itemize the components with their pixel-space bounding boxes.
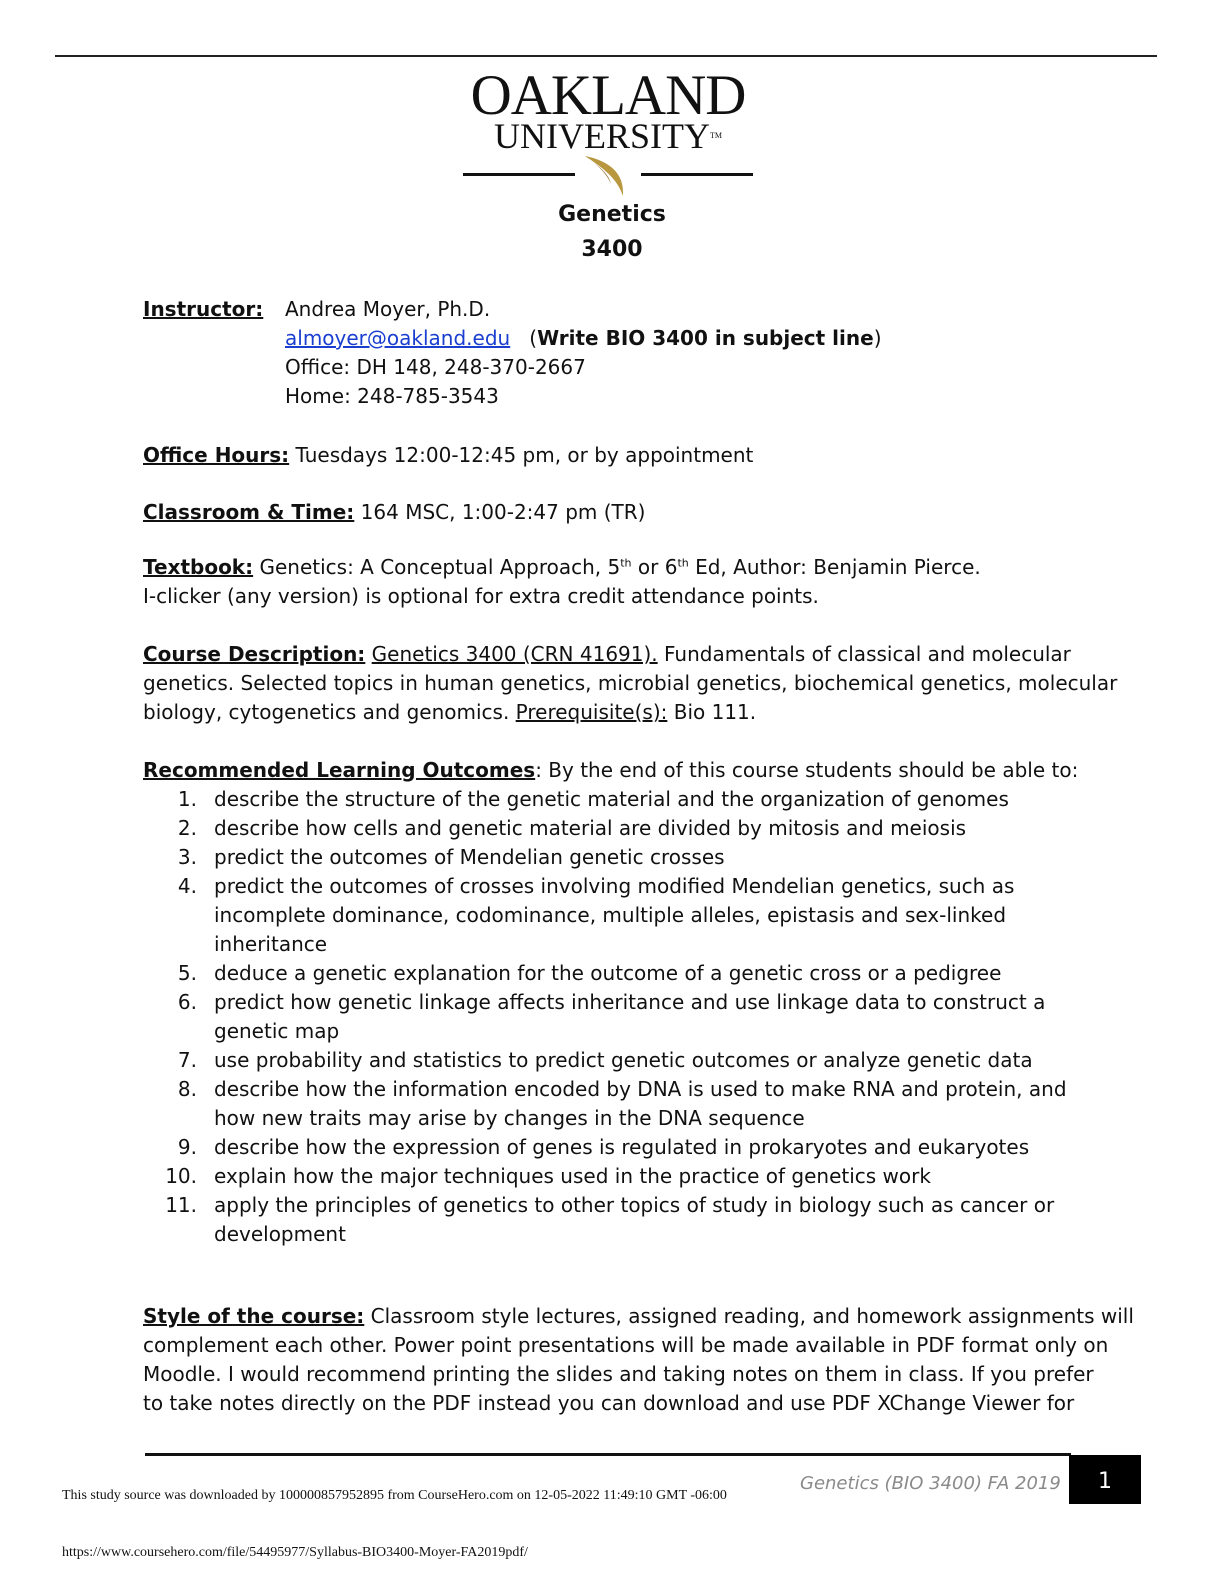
outcome-number: 3. [177, 845, 197, 869]
instructor-home: Home: 248-785-3543 [285, 384, 499, 408]
outcome-number: 11. [165, 1193, 197, 1217]
style-line4: to take notes directly on the PDF instead you can download and use PDF XChange Viewer for [143, 1391, 1075, 1415]
outcome-text: deduce a genetic explanation for the outcome of a genetic cross or a pedigree [214, 961, 1002, 985]
outcome-text: describe the structure of the genetic material and the organization of genomes [214, 787, 1009, 811]
instructor-office: Office: DH 148, 248-370-2667 [285, 355, 586, 379]
top-rule [55, 55, 1157, 57]
oakland-university-logo [455, 66, 761, 198]
outcome-item [143, 785, 1083, 814]
outcome-number: 9. [177, 1135, 197, 1159]
document-title: Genetics [558, 202, 666, 227]
outcome-text: describe how the expression of genes is regulated in prokaryotes and eukaryotes [214, 1135, 1030, 1159]
logo-swoosh-icon [583, 154, 633, 198]
iclicker-note: I-clicker (any version) is optional for extra credit attendance points. [143, 584, 819, 608]
outcome-number: 6. [177, 990, 197, 1014]
style-label: Style of the course: [143, 1304, 365, 1328]
office-hours-label: Office Hours: [143, 443, 290, 467]
footer-course: Genetics (BIO 3400) FA 2019 [800, 1473, 1061, 1494]
source-url: https://www.coursehero.com/file/54495977/Syllabus-BIO3400-Moyer-FA2019pdf/ [62, 1545, 528, 1560]
outcome-item [143, 814, 1083, 843]
logo-line2: UNIVERSITYTM [494, 116, 722, 156]
outcome-text: apply the principles of genetics to other topics of study in biology such as cancer or [214, 1193, 1055, 1217]
outcome-text: inheritance [214, 932, 328, 956]
download-note: This study source was downloaded by 100000857952895 from CourseHero.com on 12-05-2022 11:49:10 GMT -06:00 [62, 1488, 727, 1503]
instructor-label: Instructor: [143, 297, 264, 321]
style-line1: Style of the course: Classroom style lectures, assigned reading, and homework assignments will [143, 1304, 1134, 1328]
outcome-item [143, 843, 1083, 872]
classroom-value: 164 MSC, 1:00-2:47 pm (TR) [360, 500, 646, 524]
textbook: Textbook: Genetics: A Conceptual Approach, 5th or 6th Ed, Author: Benjamin Pierce. [143, 555, 981, 579]
outcome-text: development [214, 1222, 346, 1246]
office-hours-value: Tuesdays 12:00-12:45 pm, or by appointment [295, 443, 754, 467]
outcome-item [143, 1162, 1083, 1191]
instructor-email-link[interactable]: almoyer@oakland.edu [285, 326, 511, 350]
instructor-email-line: almoyer@oakland.edu (Write BIO 3400 in subject line) [285, 326, 882, 350]
outcome-number: 5. [177, 961, 197, 985]
instructor-name: Andrea Moyer, Ph.D. [285, 297, 491, 321]
outcomes-list [143, 785, 1083, 1249]
course-description-line3: biology, cytogenetics and genomics. Prerequisite(s): Bio 111. [143, 700, 757, 724]
logo-line1: OAKLAND [470, 64, 746, 127]
outcome-text: explain how the major techniques used in the practice of genetics work [214, 1164, 931, 1188]
page-number: 1 [1069, 1455, 1141, 1504]
course-description-line2: genetics. Selected topics in human genetics, microbial genetics, biochemical genetics, molecular [143, 671, 1118, 695]
prerequisite-label: Prerequisite(s): [515, 700, 668, 724]
outcome-number: 2. [177, 816, 197, 840]
outcome-item [143, 1046, 1083, 1075]
outcomes-label: Recommended Learning Outcomes [143, 758, 536, 782]
course-description-line1: Course Description: Genetics 3400 (CRN 41691). Fundamentals of classical and molecular [143, 642, 1071, 666]
outcome-text: use probability and statistics to predict genetic outcomes or analyze genetic data [214, 1048, 1033, 1072]
outcome-item [143, 988, 1083, 1046]
outcome-text: genetic map [214, 1019, 340, 1043]
outcome-number: 8. [177, 1077, 197, 1101]
course-description-label: Course Description: [143, 642, 366, 666]
outcome-number: 10. [165, 1164, 197, 1188]
outcome-item [143, 1191, 1083, 1249]
outcome-text: predict the outcomes of crosses involving modified Mendelian genetics, such as [214, 874, 1015, 898]
outcomes-heading: Recommended Learning Outcomes: By the end of this course students should be able to: [143, 758, 1079, 782]
style-line3: Moodle. I would recommend printing the slides and taking notes on them in class. If you prefer [143, 1362, 1094, 1386]
outcome-text: predict how genetic linkage affects inheritance and use linkage data to construct a [214, 990, 1046, 1014]
outcome-text: describe how cells and genetic material are divided by mitosis and meiosis [214, 816, 967, 840]
document-course-number: 3400 [581, 237, 643, 262]
textbook-label: Textbook: [143, 555, 254, 579]
outcome-number: 4. [177, 874, 197, 898]
course-crn: Genetics 3400 (CRN 41691). [371, 642, 658, 666]
email-note: Write BIO 3400 in subject line [537, 326, 874, 350]
outcome-number: 1. [177, 787, 197, 811]
footer-rule [145, 1453, 1071, 1456]
office-hours [143, 441, 753, 470]
logo-left-bar [463, 173, 575, 176]
outcome-text: how new traits may arise by changes in the DNA sequence [214, 1106, 805, 1130]
style-line2: complement each other. Power point presentations will be made available in PDF format only on [143, 1333, 1109, 1357]
logo-right-bar [641, 173, 753, 176]
outcome-item [143, 1075, 1083, 1133]
classroom-label: Classroom & Time: [143, 500, 355, 524]
outcome-text: predict the outcomes of Mendelian genetic crosses [214, 845, 725, 869]
outcome-text: describe how the information encoded by DNA is used to make RNA and protein, and [214, 1077, 1067, 1101]
outcome-item [143, 872, 1083, 959]
outcome-item [143, 1133, 1083, 1162]
classroom-time [143, 498, 645, 527]
outcome-text: incomplete dominance, codominance, multiple alleles, epistasis and sex-linked [214, 903, 1007, 927]
outcome-number: 7. [177, 1048, 197, 1072]
outcome-item [143, 959, 1083, 988]
